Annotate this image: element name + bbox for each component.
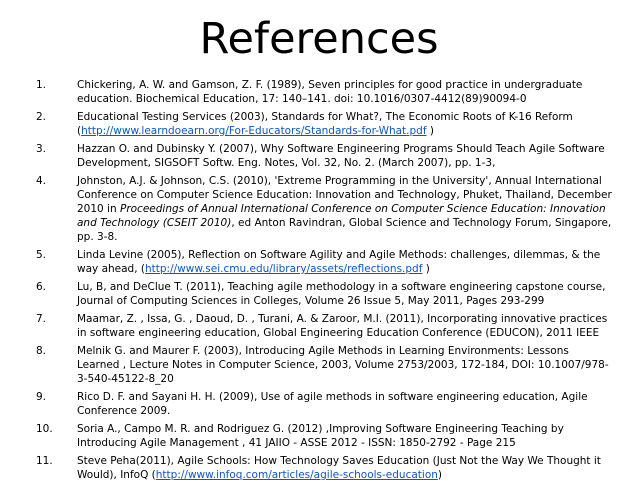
reference-text [77, 175, 612, 243]
reference-text [77, 345, 609, 385]
reference-text-segment: Johnston, A.J. & Johnson, C.S. (2010), 'Extreme Programming in the University', Annual International Conference on Computer Science Education: Innovation and Technology, Phuket, Thailand, December 2010 in [77, 175, 612, 215]
reference-text-segment: Lu, B, and DeClue T. (2011), Teaching agile methodology in a software engineering capstone course, Journal of Computing Sciences in Colleges, Volume 26 Issue 5, May 2011, Pages 293-299 [77, 281, 606, 307]
reference-text-segment: Steve Peha(2011), Agile Schools: How Technology Saves Education (Just Not the Way We Thought it Would), InfoQ ( [77, 455, 601, 481]
reference-text-segment: Soria A., Campo M. R. and Rodriguez G. (2012) ,Improving Software Engineering Teaching by Introducing Agile Management , 41 JAIIO - ASSE 2012 - ISSN: 1850-2792 - Page 215 [77, 423, 564, 449]
reference-number: 6. [36, 281, 47, 293]
reference-number: 10. [36, 423, 53, 435]
reference-text [77, 111, 573, 137]
reference-text-segment: ) [422, 263, 430, 275]
reference-item [0, 142, 638, 170]
reference-number: 5. [36, 249, 47, 261]
reference-item [0, 174, 638, 244]
reference-text-segment: ) [426, 125, 434, 137]
reference-italic-title: Proceedings of Annual International Conference on Computer Science Education: Innovation and Technology (CSEIT 2010) [77, 203, 606, 229]
reference-text-segment: Linda Levine (2005), Reflection on Software Agility and Agile Methods: challenges, dilemmas, & the way ahead, ( [77, 249, 601, 275]
reference-item [0, 248, 638, 276]
reference-link[interactable]: http://www.sei.cmu.edu/library/assets/reflections.pdf [145, 263, 423, 275]
reference-link[interactable]: http://www.learndoearn.org/For-Educators/Standards-for-What.pdf [81, 125, 427, 137]
reference-number: 3. [36, 143, 47, 155]
reference-text [77, 313, 607, 339]
reference-text-segment: Educational Testing Services (2003), Standards for What?, The Economic Roots of K-16 Reform ( [77, 111, 573, 137]
reference-number: 1. [36, 79, 47, 91]
reference-number: 4. [36, 175, 47, 187]
reference-text-segment: Rico D. F. and Sayani H. H. (2009), Use of agile methods in software engineering education, Agile Conference 2009. [77, 391, 588, 417]
reference-text-segment: Melnik G. and Maurer F. (2003), Introducing Agile Methods in Learning Environments: Lessons Learned , Lecture Notes in Computer Science, 2003, Volume 2753/2003, 172-184, DOI: 10.1007/978-3-540-45122-8_20 [77, 345, 609, 385]
reference-text-segment: Hazzan O. and Dubinsky Y. (2007), Why Software Engineering Programs Should Teach Agile Software Development, SIGSOFT Softw. Eng. Notes, Vol. 32, No. 2. (March 2007), pp. 1-3, [77, 143, 605, 169]
reference-item [0, 78, 638, 106]
reference-text [77, 391, 588, 417]
reference-text [77, 423, 564, 449]
reference-number: 8. [36, 345, 47, 357]
reference-text-segment: Maamar, Z. , Issa, G. , Daoud, D. , Turani, A. & Zaroor, M.I. (2011), Incorporating innovative practices in software engineering education, Global Engineering Education Conference (EDUCON), 2011 IEEE [77, 313, 608, 339]
reference-number: 9. [36, 391, 47, 403]
reference-number: 7. [36, 313, 47, 325]
reference-link[interactable]: http://www.infoq.com/articles/agile-schools-education [155, 469, 438, 481]
reference-item [0, 280, 638, 308]
reference-text-segment: Chickering, A. W. and Gamson, Z. F. (1989), Seven principles for good practice in undergraduate education. Biochemical Education, 17: 140–141. doi: 10.1016/0307-4412(89)90094-0 [77, 79, 583, 105]
reference-text [77, 143, 605, 169]
reference-text-segment: , ed Anton Ravindran, Global Science and Technology Forum, Singapore, pp. 3-8. [77, 217, 612, 243]
reference-number: 11. [36, 455, 53, 467]
reference-text [77, 249, 600, 275]
reference-item [0, 422, 638, 450]
reference-item [0, 344, 638, 386]
reference-number: 2. [36, 111, 47, 123]
reference-item [0, 312, 638, 340]
reference-text [77, 281, 605, 307]
reference-list [0, 78, 638, 486]
reference-text-segment: ) [437, 469, 443, 481]
reference-item [0, 390, 638, 418]
reference-text [77, 455, 601, 481]
slide-title: References [199, 14, 439, 64]
reference-text [77, 79, 582, 105]
reference-item [0, 110, 638, 138]
